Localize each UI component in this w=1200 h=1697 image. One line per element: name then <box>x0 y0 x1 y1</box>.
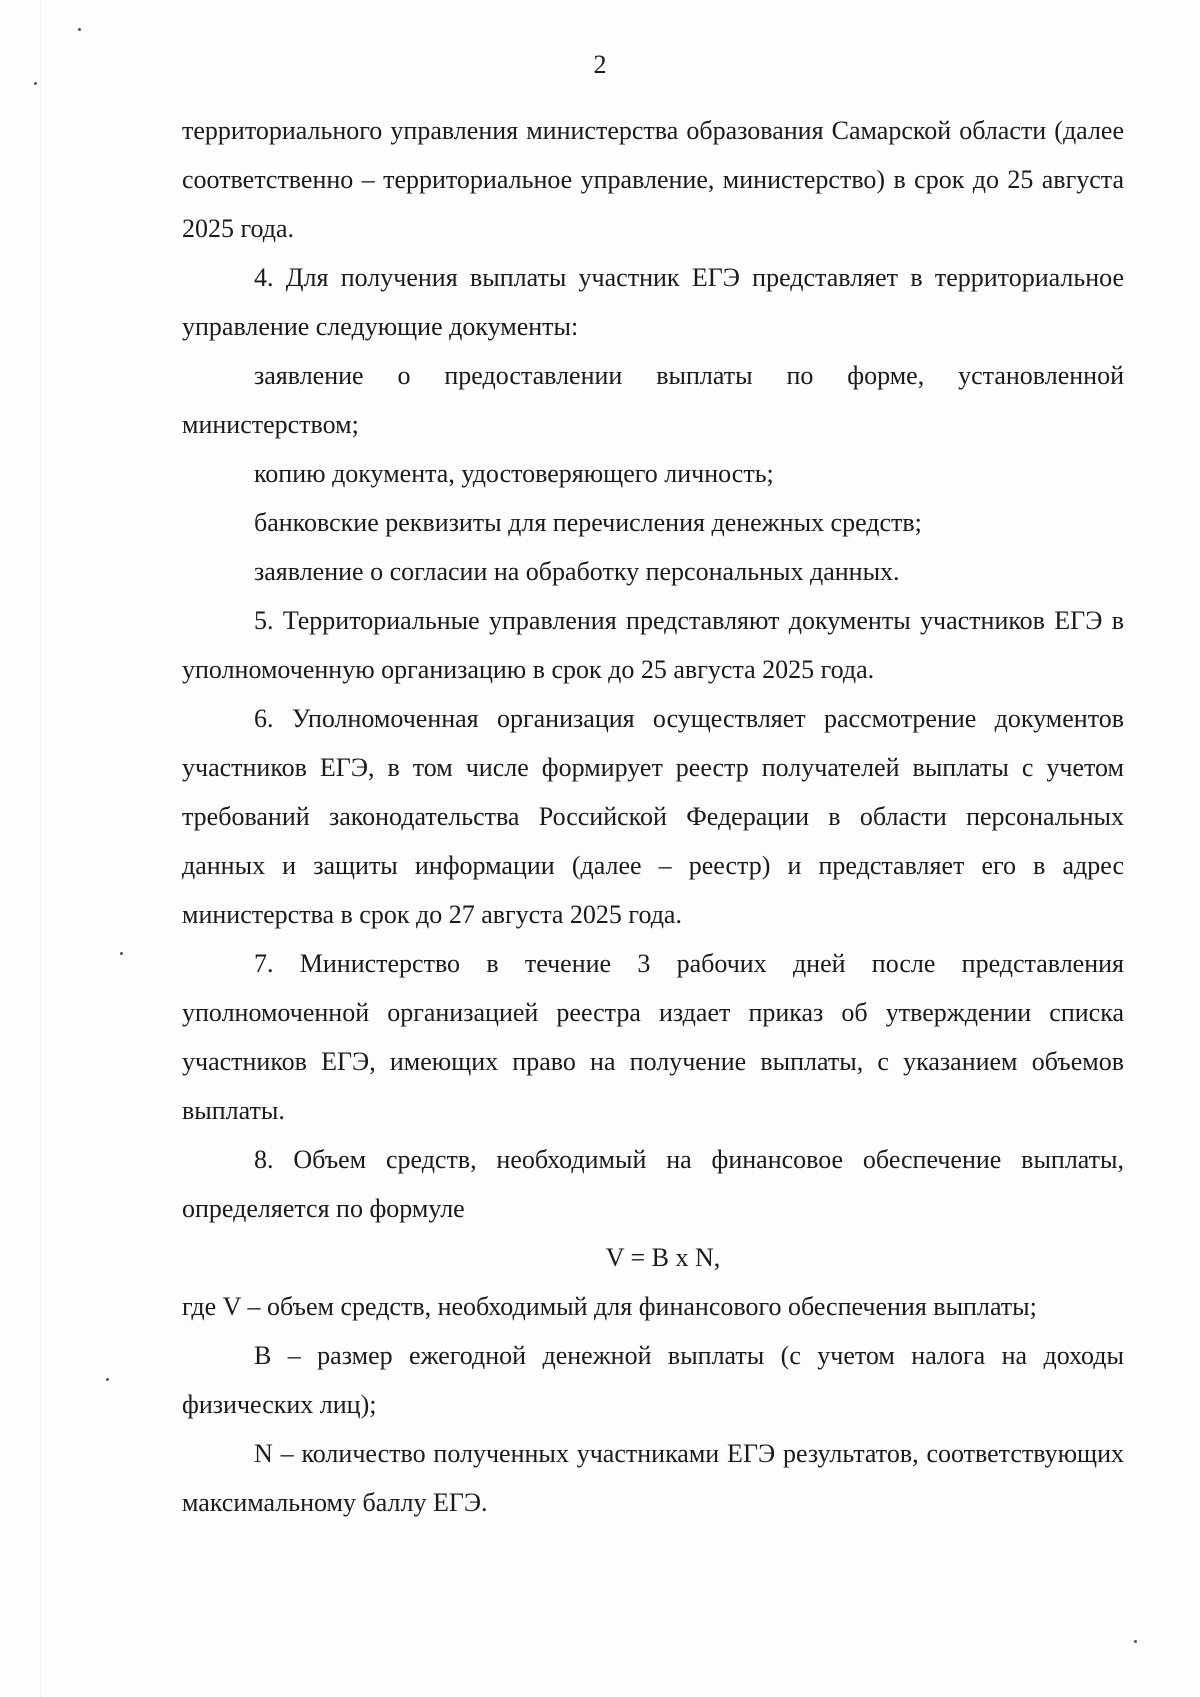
formula: V = B x N, <box>605 1243 721 1272</box>
paragraph-bank-details: банковские реквизиты для перечисления денежных средств; <box>254 508 922 537</box>
scan-speck <box>1134 1640 1137 1643</box>
document-body <box>182 106 1124 1527</box>
scan-speck <box>34 82 37 85</box>
paragraph-formula-v: где V – объем средств, необходимый для финансового обеспечения выплаты; <box>182 1292 1037 1321</box>
scan-speck <box>120 952 123 955</box>
scan-speck <box>78 28 81 31</box>
paragraph-continuation: территориального управления министерства образования Самарской области (далее соответственно – территориальное управление, министерство) в срок до 25 августа 2025 года. <box>182 116 1124 243</box>
page-number: 2 <box>593 50 607 79</box>
paragraph-item-6: 6. Уполномоченная организация осуществляет рассмотрение документов участников ЕГЭ, в том числе формирует реестр получателей выплаты с учетом требований законодательства Российской Федерации в области персональных данных и защиты информации (далее – реестр) и представляет его в адрес министерства в срок до 27 августа 2025 года. <box>182 704 1124 929</box>
paragraph-item-4: 4. Для получения выплаты участник ЕГЭ представляет в территориальное управление следующие документы: <box>182 263 1124 341</box>
paragraph-id-copy: копию документа, удостоверяющего личность; <box>254 459 774 488</box>
paragraph-consent: заявление о согласии на обработку персональных данных. <box>254 557 900 586</box>
scan-speck <box>106 1378 109 1381</box>
scan-edge <box>0 0 41 1697</box>
paragraph-item-5: 5. Территориальные управления представляют документы участников ЕГЭ в уполномоченную организацию в срок до 25 августа 2025 года. <box>182 606 1124 684</box>
paragraph-formula-n: N – количество полученных участниками ЕГЭ результатов, соответствующих максимальному баллу ЕГЭ. <box>182 1439 1124 1517</box>
paragraph-application: заявление о предоставлении выплаты по форме, установленной министерством; <box>182 361 1124 439</box>
paragraph-item-7: 7. Министерство в течение 3 рабочих дней после представления уполномоченной организацией реестра издает приказ об утверждении списка участников ЕГЭ, имеющих право на получение выплаты, с указанием объемов выплаты. <box>182 949 1124 1125</box>
paragraph-item-8: 8. Объем средств, необходимый на финансовое обеспечение выплаты, определяется по формуле <box>182 1145 1124 1223</box>
paragraph-formula-b: B – размер ежегодной денежной выплаты (с учетом налога на доходы физических лиц); <box>182 1341 1124 1419</box>
